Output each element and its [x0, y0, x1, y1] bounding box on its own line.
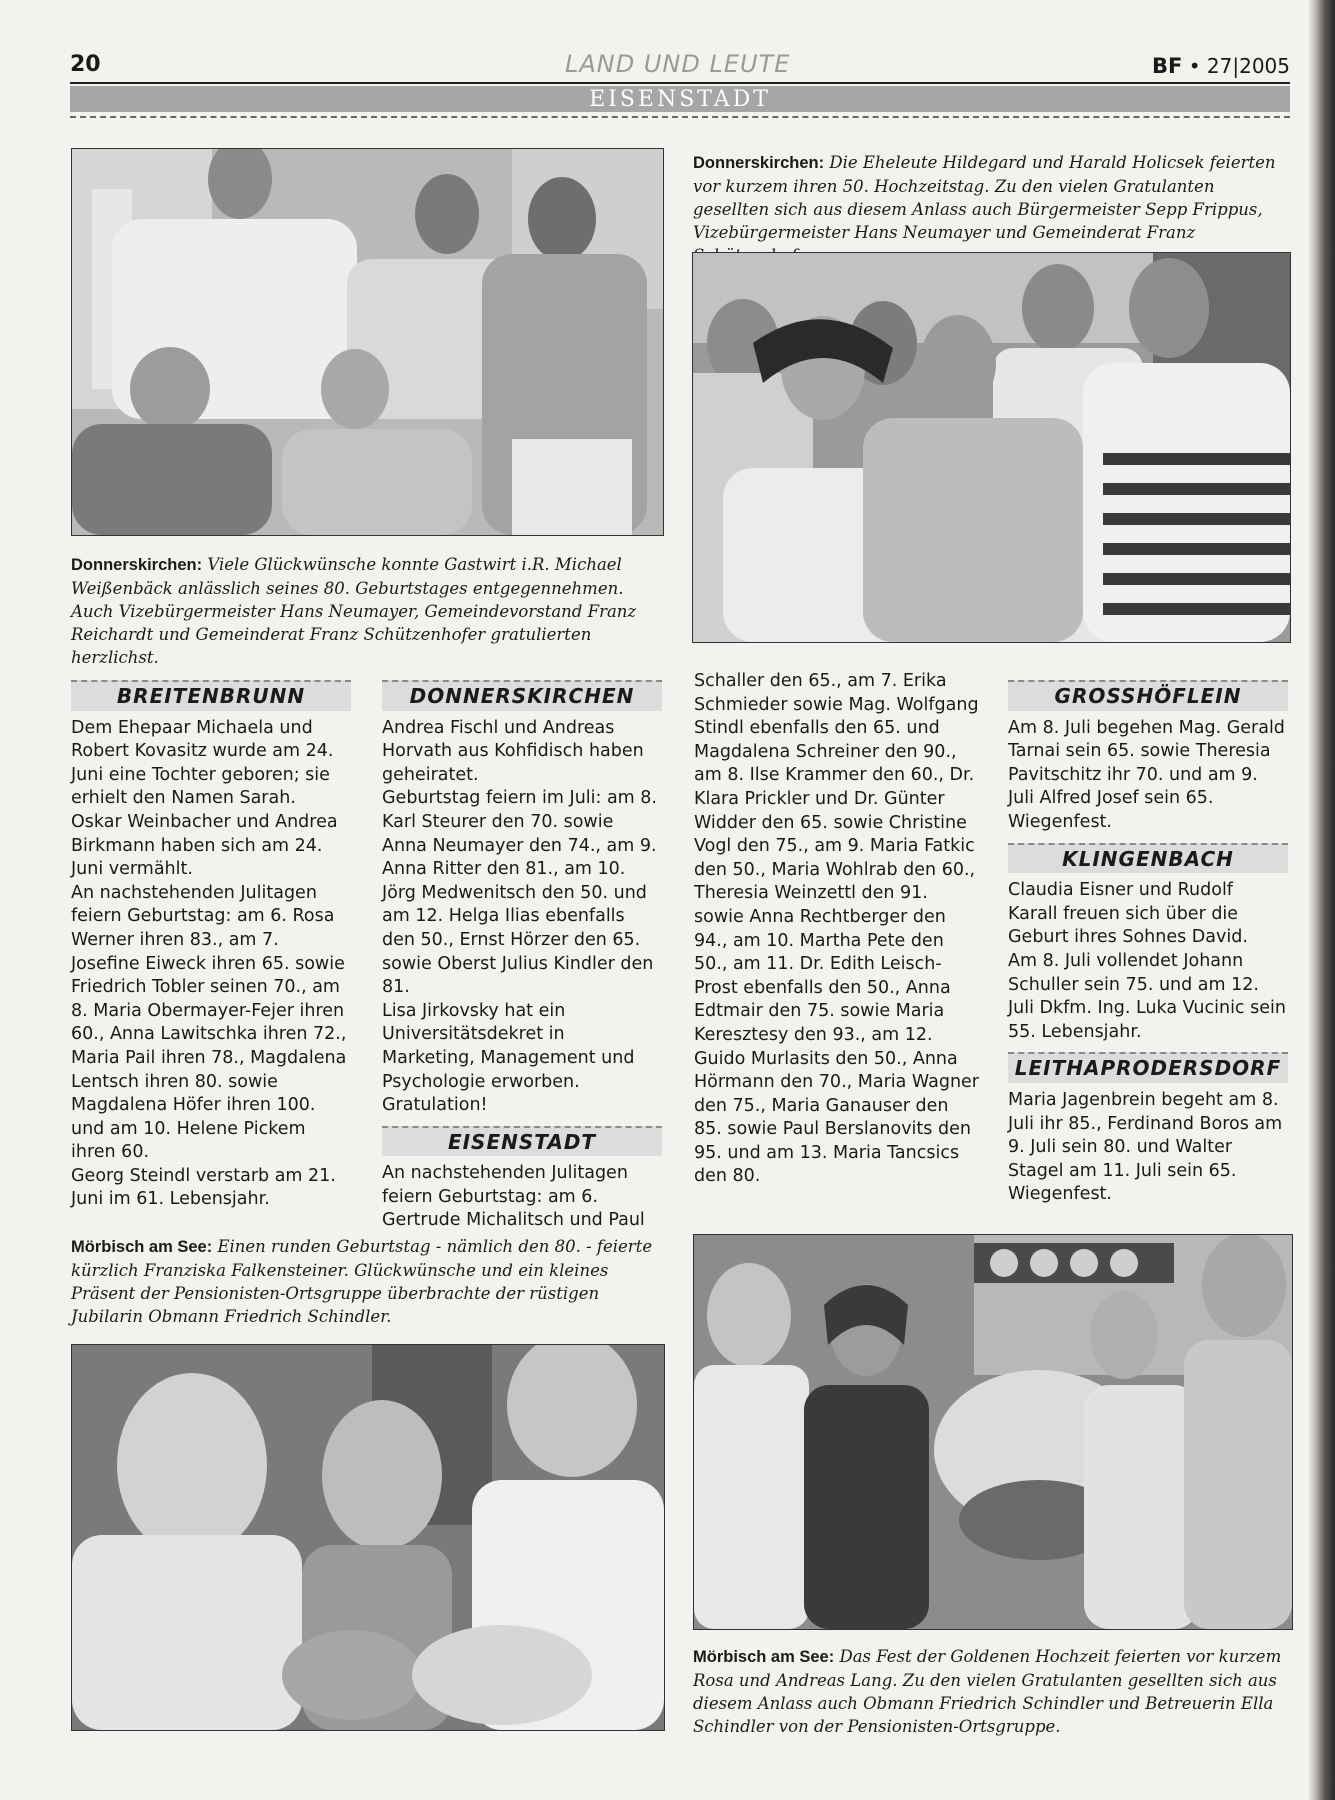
paragraph: Maria Jagenbrein begeht am 8. Juli ihr 85., Ferdinand Boros am 9. Juli sein 80. und Walter Stagel am 11. Juli sein 65. Wiegenfest.: [1008, 1089, 1283, 1205]
issue-info: [1152, 54, 1290, 78]
kicker-grosshoeflein: GROSSHÖFLEIN: [1008, 680, 1288, 711]
kicker-klingenbach: KLINGENBACH: [1008, 843, 1288, 874]
paragraph: Am 8. Juli begehen Mag. Gerald Tarnai sein 65. sowie Theresia Pavitschitz ihr 70. und am 9. Juli Alfred Josef sein 65. Wiegenfest.: [1008, 717, 1285, 832]
paragraph: Dem Ehepaar Michaela und Robert Kovasitz wurde am 24. Juni eine Tochter geboren; sie erhielt den Namen Sarah.: [71, 717, 334, 809]
paragraph: Lisa Jirkovsky hat ein Universitätsdekret in Marketing, Management und Psychologie erworben. Gratulation!: [382, 1000, 635, 1116]
header-dashed-rule: [70, 116, 1290, 118]
photo-birthday-falkensteiner: [71, 1344, 665, 1731]
paragraph: Oskar Weinbacher und Andrea Birkmann haben sich am 24. Juni vermählt.: [71, 811, 338, 880]
page-number: 20: [70, 52, 101, 77]
photo-golden-wedding-holicsek: [692, 252, 1291, 643]
paragraph: Am 8. Juli vollendet Johann Schuller sein 75. und am 12. Juli Dkfm. Ing. Luka Vucinic sein 55. Lebensjahr.: [1008, 950, 1286, 1042]
paragraph: Andrea Fischl und Andreas Horvath aus Kohfidisch haben geheiratet.: [382, 717, 644, 785]
kicker-leithaprodersdorf: LEITHAPRODERSDORF: [1008, 1052, 1288, 1083]
caption-text: Einen runden Geburtstag - nämlich den 80. - feierte kürzlich Franziska Falkensteiner. Glückwünsche und ein kleines Präsent der Pensionisten-Ortsgruppe überbrachte der rüstigen Jubilarin Obmann Friedrich Schindler.: [71, 1237, 653, 1326]
caption-place: Mörbisch am See:: [693, 1648, 835, 1666]
paragraph: An nachstehenden Julitagen feiern Geburtstag: am 6. Gertrude Michalitsch und Paul: [382, 1163, 645, 1231]
caption-place: Donnerskirchen:: [693, 154, 825, 172]
region-band: [70, 86, 1290, 112]
issue-number: 27|2005: [1206, 54, 1290, 78]
page-edge-shadow: [1309, 0, 1335, 1800]
header-rule: [70, 82, 1290, 84]
spacer: [382, 1118, 662, 1126]
paragraph: An nachstehenden Julitagen feiern Geburtstag: am 6. Rosa Werner ihren 83., am 7. Josefine Eiweck ihren 65. sowie Friedrich Tobler seinen 70., am 8. Maria Obermayer-Fejer ihren 60., Anna Lawitschka ihren 72., Maria Pail ihren 78., Magdalena Lentsch ihren 80. sowie Magdalena Höfer ihren 100. und am 10. Helene Pickem ihren 60.: [71, 882, 347, 1163]
article-breitenbrunn: [71, 680, 351, 1212]
caption-place: Donnerskirchen:: [71, 556, 203, 574]
photo-golden-wedding-lang: [693, 1234, 1293, 1630]
photo-birthday-weissenbaeck: [71, 148, 664, 536]
caption-text: Das Fest der Goldenen Hochzeit feierten vor kurzem Rosa und Andreas Lang. Zu den vielen Gratulanten gesellten sich aus diesem Anlass auch Obmann Friedrich Schindler und Betreuerin Ella Schindler von der Pensionisten-Ortsgruppe.: [693, 1647, 1282, 1736]
region-title: EISENSTADT: [589, 87, 771, 112]
paragraph: Georg Steindl verstarb am 21. Juni im 61. Lebensjahr.: [71, 1165, 336, 1210]
kicker-eisenstadt: EISENSTADT: [382, 1126, 662, 1157]
kicker-breitenbrunn: BREITENBRUNN: [71, 680, 351, 711]
caption-lang: [693, 1645, 1288, 1738]
paragraph: Schaller den 65., am 7. Erika Schmieder sowie Mag. Wolfgang Stindl ebenfalls den 65. und Magdalena Schreiner den 90., am 8. Ilse Krammer den 60., Dr. Klara Prickler und Dr. Günter Widder den 65. sowie Christine Vogl den 75., am 9. Maria Fatkic den 50., Maria Wohlrab den 60., Theresia Weinzettl den 91. sowie Anna Rechtberger den 94., am 10. Martha Pete den 50., am 11. Dr. Edith Leisch-Prost ebenfalls den 50., Anna Edtmair den 75. sowie Maria Keresztesy den 93., am 12. Guido Murlasits den 50., Anna Hörmann den 70., Maria Wagner den 75., Maria Ganauser den 85. sowie Paul Berslanovits den 95. und am 13. Maria Tancsics den 80.: [694, 671, 979, 1187]
section-title: LAND UND LEUTE: [565, 50, 791, 78]
article-donnerskirchen: [382, 680, 662, 1233]
bullet-separator: •: [1188, 54, 1207, 78]
spacer: [1008, 1044, 1288, 1052]
publication-name: BF: [1152, 54, 1183, 78]
caption-text: Viele Glückwünsche konnte Gastwirt i.R. Michael Weißenbäck anlässlich seines 80. Geburtstages entgegennehmen. Auch Vizebürgermeister Hans Neumayer, Gemeindevorstand Franz Reichardt und Gemeinderat Franz Schützenhofer gratulierten herzlichst.: [71, 555, 637, 667]
article-grosshoeflein: [1008, 680, 1288, 1207]
article-eisenstadt-continued: [694, 670, 979, 1189]
caption-place: Mörbisch am See:: [71, 1238, 213, 1256]
paragraph: Geburtstag feiern im Juli: am 8. Karl Steurer den 70. sowie Anna Neumayer den 74., am 9. Anna Ritter den 81., am 10. Jörg Medwenitsch den 50. und am 12. Helga Ilias ebenfalls den 50., Ernst Hörzer den 65. sowie Oberst Julius Kindler den 81.: [382, 788, 657, 998]
spacer: [1008, 835, 1288, 843]
caption-falkensteiner: [71, 1235, 661, 1328]
caption-weissenbaeck: [71, 553, 661, 669]
caption-holicsek: [693, 151, 1285, 267]
paragraph: Claudia Eisner und Rudolf Karall freuen sich über die Geburt ihres Sohnes David.: [1008, 880, 1248, 948]
kicker-donnerskirchen: DONNERSKIRCHEN: [382, 680, 662, 711]
caption-text: Die Eheleute Hildegard und Harald Holicsek feierten vor kurzem ihren 50. Hochzeitstag. Zu den vielen Gratulanten gesellten sich aus diesem Anlass auch Bürgermeister Sepp Frippus, Vizebürgermeister Hans Neumayer und Gemeinderat Franz: [693, 153, 1276, 242]
